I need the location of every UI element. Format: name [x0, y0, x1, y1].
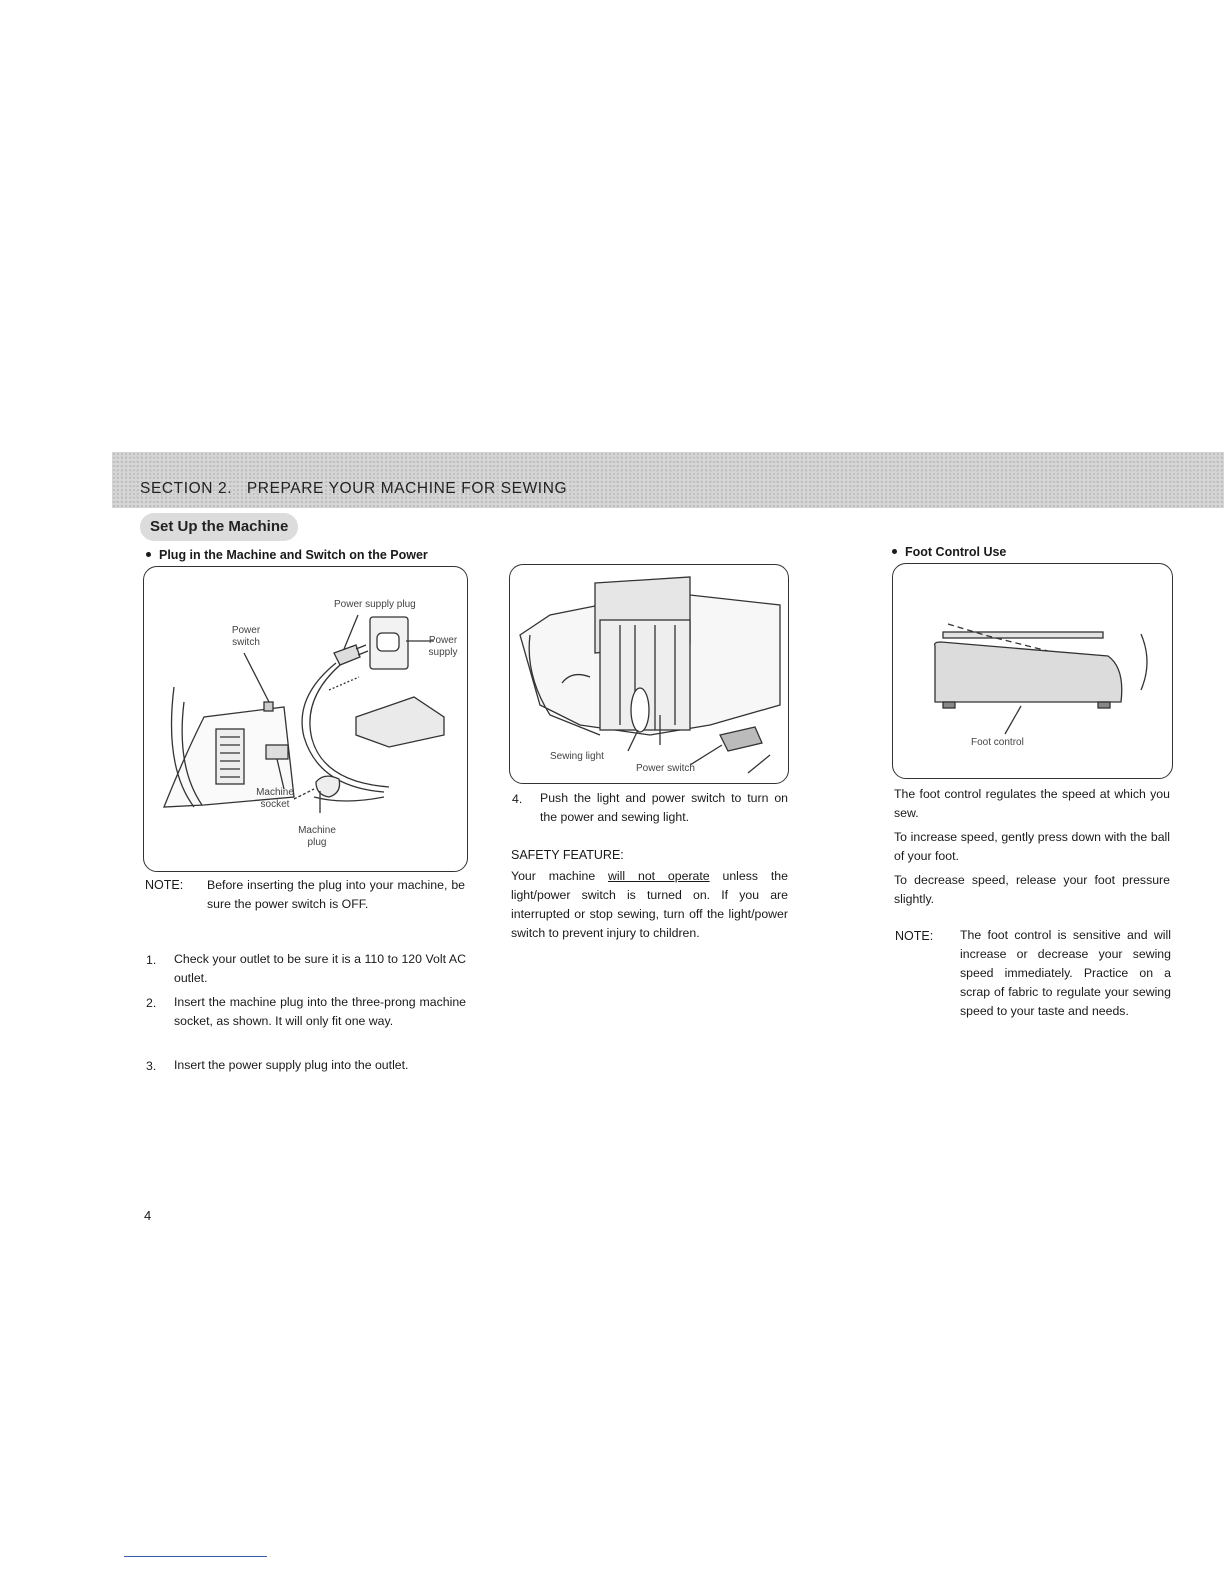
label-power-switch: Power switch	[231, 625, 261, 648]
bullet-icon	[146, 552, 151, 557]
right-note-text: The foot control is sensitive and will increase or decrease your sewing speed immediately. Practice on a scrap of fabric to regulate your sewing speed to your taste and needs.	[960, 928, 1171, 1018]
label-sewing-light: Sewing light	[550, 751, 604, 762]
step-4-number: 4.	[512, 792, 523, 806]
bullet-icon	[892, 549, 897, 554]
safety-text-pre: Your machine	[511, 869, 609, 883]
right-para-3: To decrease speed, release your foot pressure slightly.	[894, 873, 1170, 906]
section-header-bar	[112, 452, 1224, 508]
step-2-number: 2.	[146, 996, 157, 1010]
step-1-text: Check your outlet to be sure it is a 110 to 120 Volt AC outlet.	[174, 952, 466, 985]
step-2-text: Insert the machine plug into the three-prong machine socket, as shown. It will only fit one way.	[174, 995, 466, 1028]
power-connection-figure	[143, 566, 468, 872]
label-machine-plug: Machine plug	[298, 825, 336, 848]
step-1-number: 1.	[146, 953, 157, 967]
safety-text-underlined: will not operate	[608, 869, 710, 883]
subsection-title: Set Up the Machine	[140, 513, 298, 541]
left-heading	[146, 548, 428, 562]
label-power-supply: Power supply	[428, 635, 458, 658]
foot-control-illustration	[893, 564, 1172, 778]
step-4-text: Push the light and power switch to turn on the power and sewing light.	[540, 791, 788, 824]
left-note-label: NOTE:	[145, 878, 184, 892]
label-machine-socket: Machine socket	[256, 787, 294, 810]
label-foot-control: Foot control	[971, 737, 1024, 748]
left-heading-text: Plug in the Machine and Switch on the Power	[159, 548, 428, 562]
right-heading	[892, 545, 1006, 559]
footer-divider	[124, 1556, 267, 1557]
label-power-supply-plug: Power supply plug	[334, 599, 416, 610]
safety-text	[511, 867, 788, 943]
left-note-text: Before inserting the plug into your machine, be sure the power switch is OFF.	[207, 878, 465, 911]
safety-heading: SAFETY FEATURE:	[511, 848, 624, 862]
step-3-text: Insert the power supply plug into the outlet.	[174, 1058, 409, 1072]
foot-control-figure	[892, 563, 1173, 779]
safety-text-post: unless the light/power switch is turned on. If you are interrupted or stop sewing, turn off the light/power switch to prevent injury to children.	[511, 869, 788, 940]
right-heading-text: Foot Control Use	[905, 545, 1007, 559]
step-3-number: 3.	[146, 1059, 157, 1073]
right-para-2: To increase speed, gently press down with the ball of your foot.	[894, 830, 1170, 863]
page-number: 4	[144, 1208, 152, 1223]
label-power-switch-middle: Power switch	[636, 763, 695, 774]
sewing-light-figure	[509, 564, 789, 784]
section-title: SECTION 2. PREPARE YOUR MACHINE FOR SEWING	[140, 480, 568, 497]
right-para-1: The foot control regulates the speed at which you sew.	[894, 787, 1170, 820]
right-note-label: NOTE:	[895, 929, 934, 943]
